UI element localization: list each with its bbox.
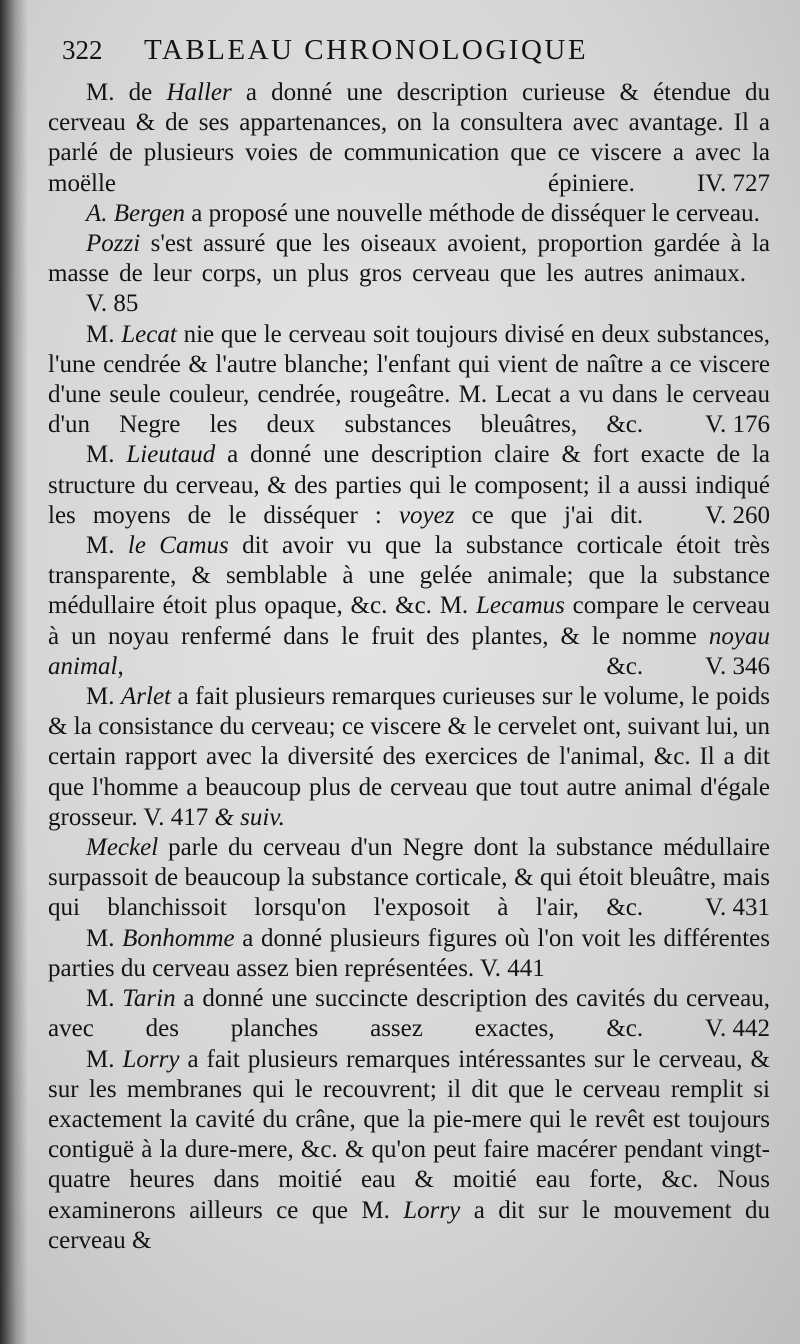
text-segment: dit avoir vu que la substance corticale étoit très transparente, & semblable à une gelée animale; que la substance médullaire étoit plus opaque, &c. &c. M. [48,532,771,620]
italic-text: Lorry [403,1196,461,1224]
paragraph [48,199,770,229]
text-segment: M. [86,924,123,952]
text-segment: M. [86,985,123,1013]
italic-text: voyez [398,501,455,529]
volume-reference: V. 431 [705,894,770,922]
italic-text: A. Bergen [86,199,186,227]
text-segment: nie que le cerveau soit toujours divisé en deux substances, l'une cendrée & l'autre blanche; l'enfant qui vient de naître a ce viscere d'une seule couleur, cendrée, rougeâtre. M. Lecat a vu dans le cerveau d'un Negre les deux substances bleuâtres, &c. [48,320,770,439]
volume-reference: V. 176 [705,411,770,439]
text-segment: a donné une succincte description des cavités du cerveau, avec des planches assez exactes, &c. [48,985,770,1043]
text-segment: M. de [86,79,167,106]
text-segment: compare le cerveau à un noyau renfermé dans le fruit des plantes, & le nomme [48,592,771,650]
text-segment: ce que j'ai dit. [454,501,644,529]
paragraph [48,1045,770,1256]
italic-text: Lecat [121,320,177,348]
running-title: TABLEAU CHRONOLOGIQUE [144,34,589,66]
italic-text: noyau animal [48,622,770,680]
text-segment: a fait plusieurs remarques curieuses sur le volume, le poids & la consistance du cerveau; ce viscere & le cervelet ont, suivant lui, un certain rapport avec la diversité des exercices de l'animal, &c. Il a dit que l'homme a beaucoup plus de cerveau que tout autre animal d'égale grosseur. V. 417 [48,683,770,831]
text-segment: a donné une description claire & fort exacte de la structure du cerveau, & des parties qui le composent; il a aussi indiqué les moyens de le disséquer : [48,441,771,529]
paragraph [48,229,770,320]
text-segment: parle du cerveau d'un Negre dont la substance médullaire surpassoit de beaucoup la substance corticale, & qui étoit bleuâtre, mais qui blanchissoit lorsqu'on l'exposoit à l'air, &c. [48,834,770,922]
italic-text: Bonhomme [122,924,235,952]
italic-text: Pozzi [86,230,141,258]
volume-reference: V. 442 [705,1015,770,1043]
text-segment: M. [86,683,121,711]
italic-text: Lorry [122,1045,180,1073]
text-segment: a dit sur le mouvement du cerveau & [48,1196,770,1254]
paragraph [48,320,770,441]
italic-text: Tarin [122,985,176,1013]
italic-text: Lecamus [475,592,565,620]
italic-text: le Camus [127,532,229,560]
text-segment: M. [86,1045,123,1073]
paragraph [48,78,770,199]
page-header [62,34,770,78]
italic-text: Haller [166,79,232,106]
text-segment: , &c. [117,652,644,680]
text-segment: a donné plusieurs figures où l'on voit les différentes parties du cerveau assez bien représentées. V. 441 [48,924,770,982]
text-segment: M. [86,532,128,560]
paragraph [48,682,770,833]
volume-reference: V. 260 [705,501,770,529]
italic-text: & suiv. [214,803,285,831]
text-segment: s'est assuré que les oiseaux avoient, proportion gardée à la masse de leur corps, un plus gros cerveau que les autres animaux. [48,230,770,288]
text-segment: a fait plusieurs remarques intéressantes sur le cerveau, & sur les membranes qui le recouvrent; il dit que le cerveau remplit si exactement la cavité du crâne, que la pie-mere qui le revêt est toujours contiguë à la dure-mere, &c. & qu'on peut faire macérer pendant vingt-quatre heures dans moitié eau & moitié eau forte, &c. Nous examinerons ailleurs ce que M. [48,1045,770,1224]
italic-text: Arlet [121,683,171,711]
body-text [48,78,770,1256]
text-segment: a donné une description curieuse & étendue du cerveau & de ses appartenances, on la consultera avec avantage. Il a parlé de plusieurs voies de communication que ce viscere a avec la moëlle épiniere. [48,79,770,197]
italic-text: Meckel [86,834,159,862]
italic-text: Lieutaud [126,441,216,469]
volume-reference: V. 85 [86,290,139,318]
page-number: 322 [62,35,103,65]
paragraph [48,531,770,682]
paragraph [48,440,770,531]
paragraph [48,833,770,924]
text-segment: a proposé une nouvelle méthode de disséquer le cerveau. [185,199,760,227]
paragraph [48,984,770,1044]
volume-reference: IV. 727 [696,169,770,197]
text-segment: M. [86,441,127,469]
text-segment: M. [86,320,122,348]
paragraph [48,924,770,984]
volume-reference: V. 346 [705,652,770,680]
